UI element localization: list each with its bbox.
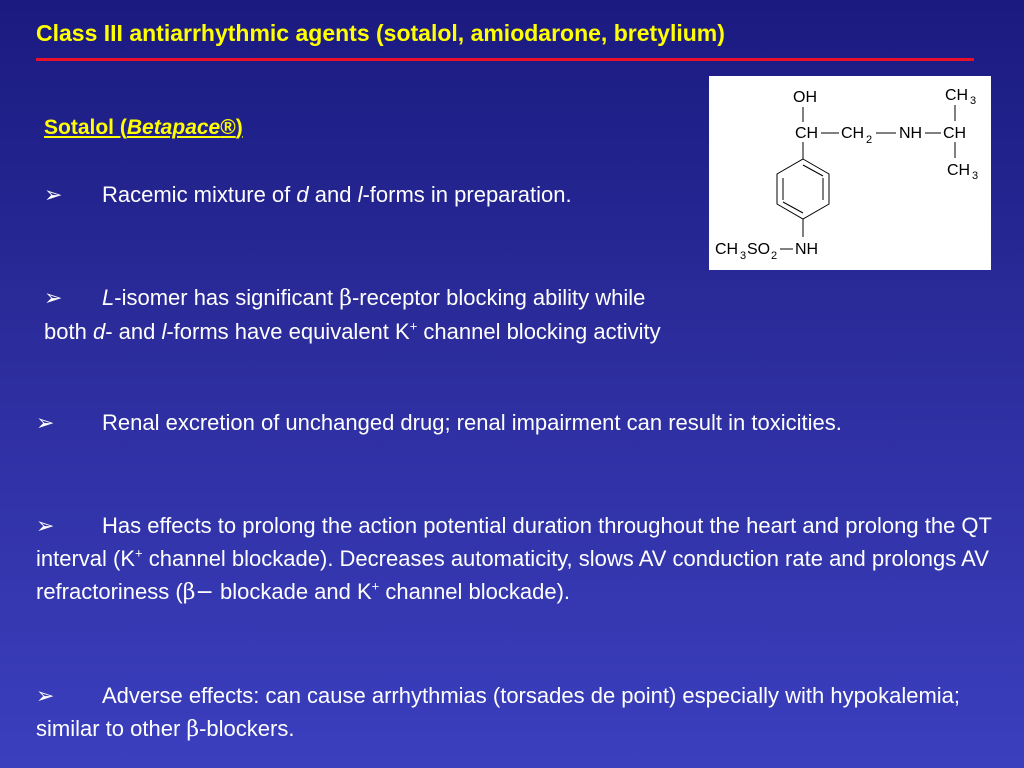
bullet-text: -isomer has significant: [114, 285, 340, 310]
subscript-2: 2: [866, 134, 873, 146]
bullet-text: L: [102, 285, 115, 310]
label-nh: NH: [899, 125, 923, 142]
bullet-text: l: [357, 182, 363, 207]
bullet-arrow-icon: ➢: [44, 182, 63, 207]
bullet-text: channel blockade). Decreases automaticity, slows AV conduction rate and prolongs AV refractoriness (: [36, 546, 989, 604]
bullet-text: -forms have equivalent K: [166, 319, 410, 344]
bullet-text: l: [161, 319, 167, 344]
bullet-arrow-icon: ➢: [36, 513, 55, 538]
title-underline-rule: [36, 58, 974, 61]
bullet-text: d: [92, 319, 106, 344]
label-ch-iso: CH: [943, 125, 967, 142]
benzene-ring: [777, 159, 829, 219]
subscript-3-so2: 3: [740, 250, 747, 262]
sotalol-structure-diagram: [709, 76, 991, 270]
heading-main: Sotalol (: [44, 116, 127, 139]
superscript-plus: +: [135, 545, 143, 561]
slide-title: Class III antiarrhythmic agents (sotalol, amiodarone, bretylium): [36, 20, 725, 46]
heading-close: ): [235, 116, 243, 139]
label-ch: CH: [795, 125, 819, 142]
bullet-text: Renal excretion of unchanged drug; renal impairment can result in toxicities.: [102, 410, 842, 435]
bullet-text: channel blocking activity: [417, 319, 661, 344]
superscript-plus: +: [371, 578, 380, 594]
bullet-adverse: [36, 679, 996, 746]
bullet-text: Has effects to prolong the action potential duration throughout the heart and prolong the QT interval (K: [36, 513, 992, 571]
label-nh-bottom: NH: [795, 241, 819, 258]
beta-symbol: β: [339, 286, 352, 311]
bullet-effects: [36, 509, 996, 609]
label-ch3-bottom: CH: [947, 162, 971, 179]
bullet-renal: [36, 406, 996, 439]
bullet-text: channel blockade).: [379, 579, 571, 604]
subscript-3-top: 3: [970, 95, 977, 107]
label-ch3so2: CH: [715, 241, 739, 258]
subscript-3-bottom: 3: [972, 170, 979, 182]
label-ch3-top: CH: [945, 87, 969, 104]
label-ch2: CH: [841, 125, 865, 142]
beta-symbol: β: [186, 717, 200, 742]
superscript-plus: +: [409, 318, 418, 334]
beta-symbol: β−: [182, 580, 214, 605]
bullet-text: d: [296, 182, 309, 207]
bullet-text: - and: [105, 319, 162, 344]
bullet-text: and: [308, 182, 358, 207]
subscript-2-so2: 2: [771, 250, 778, 262]
bullet-arrow-icon: ➢: [36, 410, 55, 435]
bullet-text: Racemic mixture of: [102, 182, 297, 207]
heading-brand: Betapace: [126, 116, 221, 139]
bullet-racemic: [44, 178, 604, 211]
section-heading: [44, 116, 243, 140]
label-so: SO: [747, 241, 771, 258]
bullet-arrow-icon: ➢: [36, 683, 55, 708]
bullet-text: Adverse effects: can cause arrhythmias (torsades de point) especially with hypokalemia; similar to other: [36, 683, 961, 741]
bullet-isomer: [44, 281, 684, 348]
heading-registered: ®: [220, 116, 236, 139]
bullet-text: -blockers.: [199, 716, 295, 741]
bullet-arrow-icon: ➢: [44, 285, 63, 310]
bullet-text: -forms in preparation.: [362, 182, 572, 207]
bullet-text: -receptor blocking ability while both: [44, 285, 646, 344]
bullet-text: blockade and K: [213, 579, 372, 604]
label-oh: OH: [793, 89, 817, 106]
